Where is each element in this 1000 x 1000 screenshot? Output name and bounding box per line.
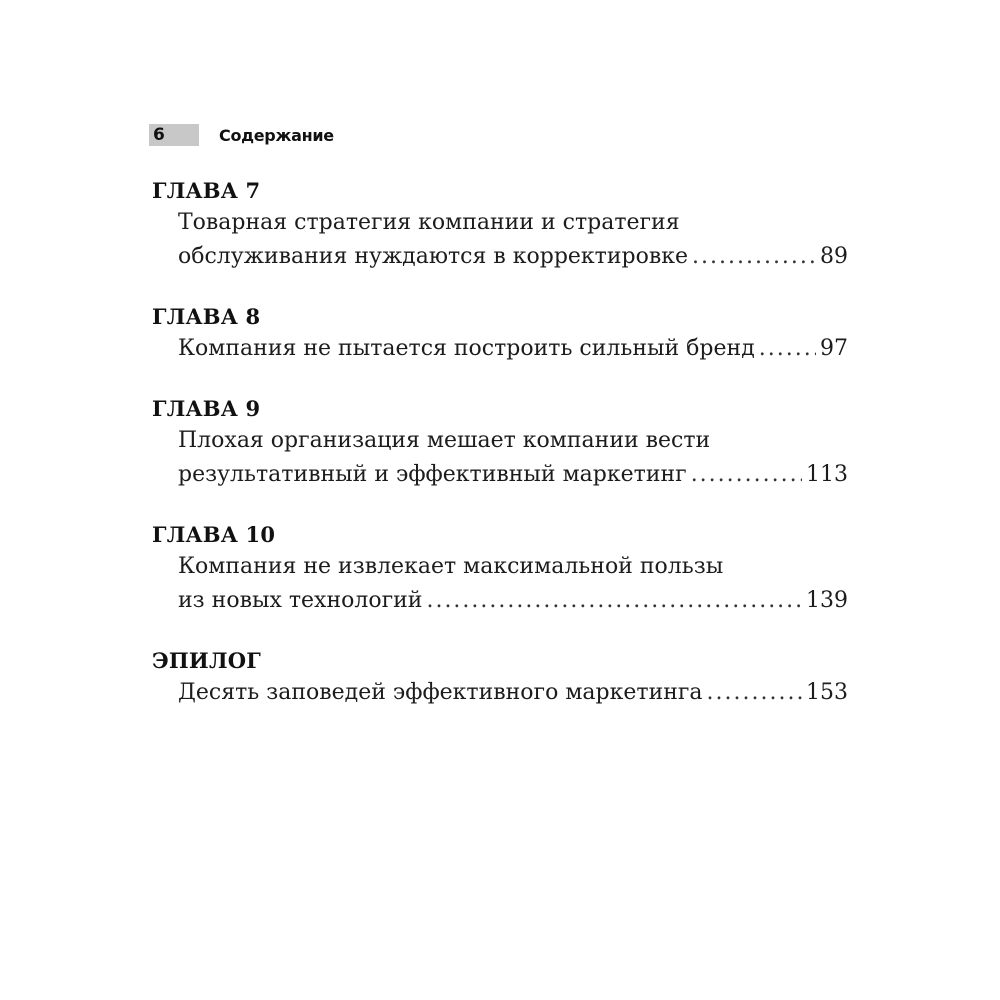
chapter-heading: ГЛАВА 10 bbox=[152, 522, 276, 547]
entry-page-number: 139 bbox=[806, 588, 848, 613]
chapter-heading: ГЛАВА 9 bbox=[152, 396, 261, 421]
table-of-contents bbox=[152, 176, 848, 738]
entry-last-line bbox=[178, 584, 848, 618]
entry-page-number: 97 bbox=[820, 336, 848, 361]
dot-leader bbox=[759, 332, 816, 366]
entry-title-line: Компания не пытается построить сильный бренд bbox=[178, 336, 755, 361]
page-number: 6 bbox=[153, 125, 165, 145]
toc-chapter bbox=[152, 176, 848, 274]
toc-entry[interactable] bbox=[178, 424, 848, 492]
dot-leader bbox=[707, 676, 802, 710]
toc-entry[interactable] bbox=[178, 206, 848, 274]
entry-title-line: результативный и эффективный маркетинг bbox=[178, 462, 687, 487]
running-head bbox=[149, 124, 334, 146]
dot-leader bbox=[692, 240, 816, 274]
entry-title-line: Плохая организация мешает компании вести bbox=[178, 428, 711, 453]
entry-title-line: обслуживания нуждаются в корректировке bbox=[178, 244, 688, 269]
entry-last-line bbox=[178, 676, 848, 710]
page-number-box bbox=[149, 124, 199, 146]
chapter-heading: ГЛАВА 8 bbox=[152, 304, 261, 329]
toc-chapter bbox=[152, 520, 848, 618]
entry-last-line bbox=[178, 240, 848, 274]
entry-last-line bbox=[178, 458, 848, 492]
chapter-heading: ГЛАВА 7 bbox=[152, 178, 261, 203]
chapter-heading: ЭПИЛОГ bbox=[152, 648, 261, 673]
dot-leader bbox=[426, 584, 802, 618]
entry-last-line bbox=[178, 332, 848, 366]
entry-title-line: Компания не извлекает максимальной пользы bbox=[178, 554, 724, 579]
entry-page-number: 153 bbox=[806, 680, 848, 705]
entry-title-line: Товарная стратегия компании и стратегия bbox=[178, 210, 680, 235]
toc-chapter bbox=[152, 302, 848, 366]
toc-entry[interactable] bbox=[178, 676, 848, 710]
toc-entry[interactable] bbox=[178, 332, 848, 366]
toc-entry[interactable] bbox=[178, 550, 848, 618]
entry-title-line: Десять заповедей эффективного маркетинга bbox=[178, 680, 703, 705]
entry-title-line: из новых технологий bbox=[178, 588, 423, 613]
entry-page-number: 113 bbox=[806, 462, 848, 487]
toc-chapter bbox=[152, 394, 848, 492]
running-head-title: Содержание bbox=[219, 125, 334, 145]
toc-chapter bbox=[152, 646, 848, 710]
dot-leader bbox=[691, 458, 802, 492]
entry-page-number: 89 bbox=[820, 244, 848, 269]
